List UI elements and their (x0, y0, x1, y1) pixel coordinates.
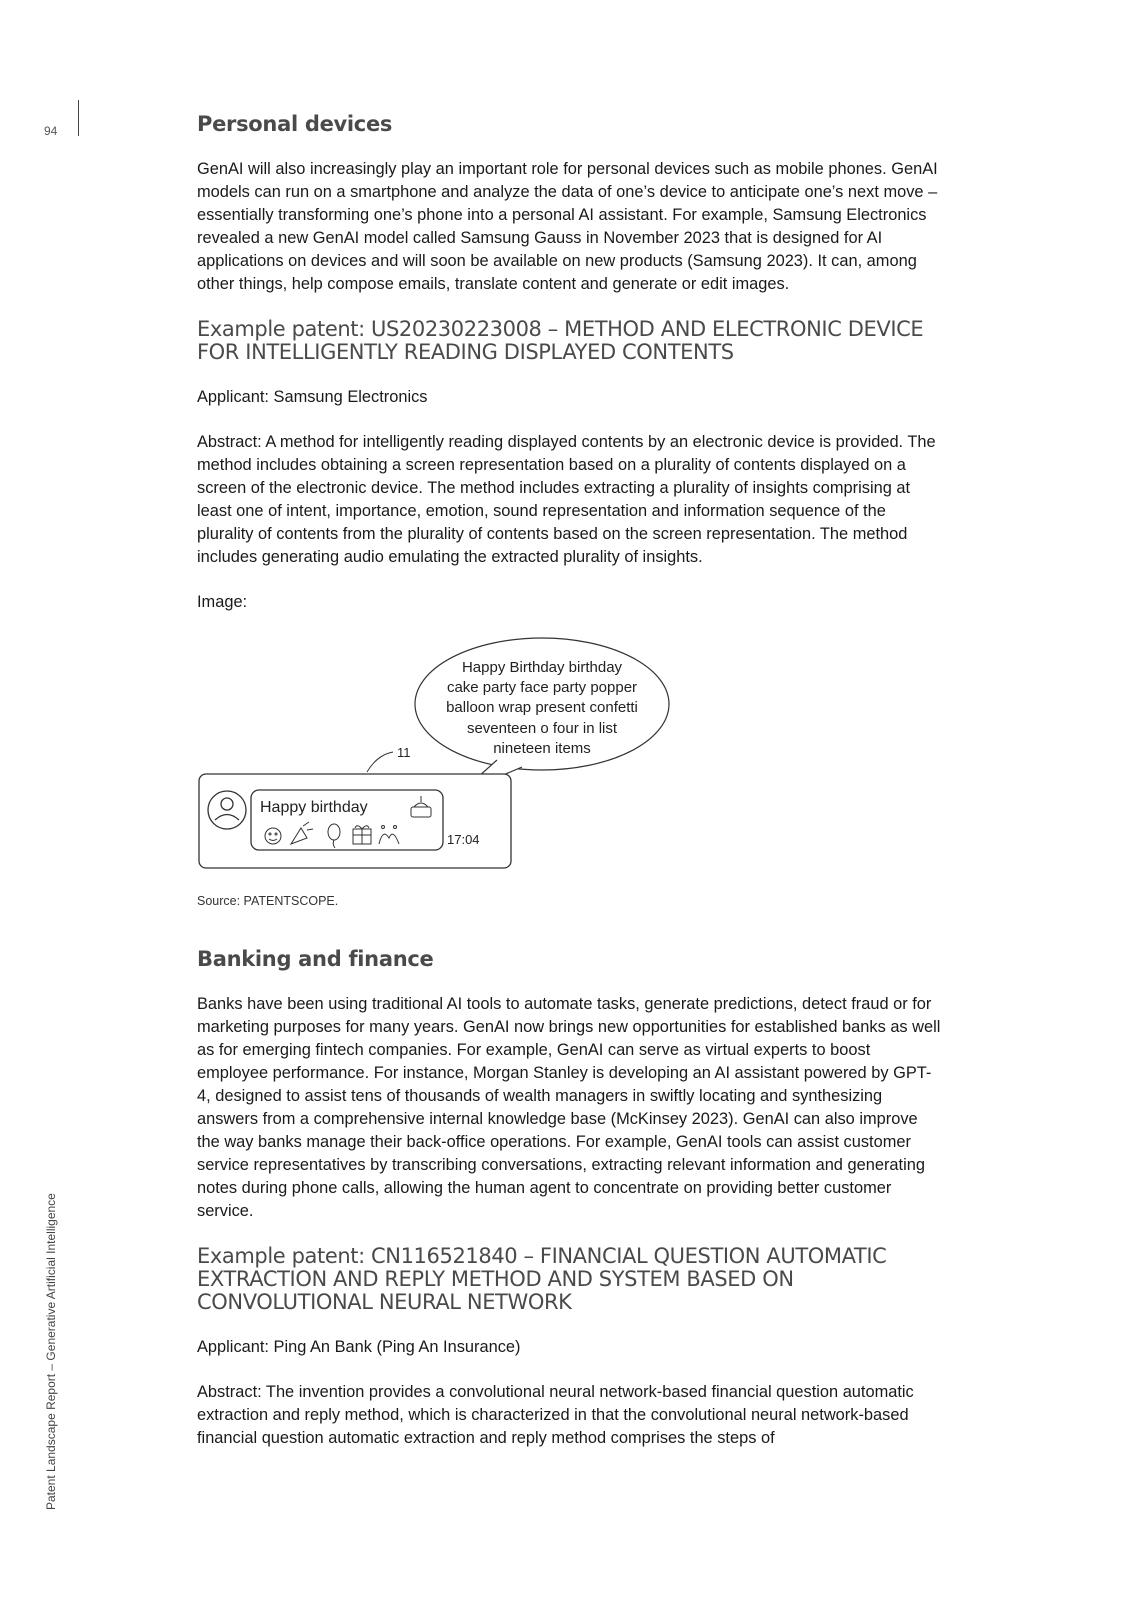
figure-source: Source: PATENTSCOPE. (197, 894, 339, 908)
section-heading-personal-devices: Personal devices (197, 112, 393, 136)
patent-applicant: Applicant: Samsung Electronics (197, 388, 428, 406)
page-number: 94 (44, 124, 58, 138)
section-heading-banking-finance: Banking and finance (197, 947, 434, 971)
page-content (197, 112, 942, 1472)
bubble-line-2: cake party face party popper (446, 679, 638, 696)
reference-number: 11 (397, 745, 411, 760)
image-label: Image: (197, 593, 248, 611)
margin-rule (78, 100, 79, 136)
patent-abstract-2: Abstract: The invention provides a convolutional neural network-based financial question automatic extraction and reply method, which is characterized in that the convolutional neural network-based financial question automatic extraction and reply method comprises the steps of (197, 1383, 914, 1447)
personal-devices-paragraph: GenAI will also increasingly play an important role for personal devices such as mobile phones. GenAI models can run on a smartphone and analyze the data of one’s device to anticipate one’s next move – essentially transforming one’s phone into a personal AI assistant. For example, Samsung Electronics revealed a new GenAI model called Samsung Gauss in November 2023 that is designed for AI applications on devices and will soon be available on new products (Samsung 2023). It can, among other things, help compose emails, translate content and generate or edit images. (197, 160, 938, 293)
patent-abstract: Abstract: A method for intelligently reading displayed contents by an electronic device is provided. The method includes obtaining a screen representation based on a plurality of contents displayed on a screen of the electronic device. The method includes extracting a plurality of insights comprising at least one of intent, importance, emotion, sound representation and information sequence of the plurality of contents from the plurality of contents based on the screen representation. The method includes generating audio emulating the extracted plurality of insights. (197, 433, 936, 566)
message-time: 17:04 (447, 832, 480, 847)
message-text: Happy birthday (260, 799, 368, 816)
reference-leader-line (367, 752, 393, 772)
example-patent-title: Example patent: US20230223008 – METHOD AND ELECTRONIC DEVICE FOR INTELLIGENTLY READING DISPLAYED CONTENTS (197, 317, 924, 364)
bubble-line-5: nineteen items (493, 740, 591, 757)
avatar-icon (208, 791, 246, 829)
banking-finance-paragraph: Banks have been using traditional AI tools to automate tasks, generate predictions, detect fraud or for marketing purposes for many years. GenAI now brings new opportunities for established banks as well as for emerging fintech companies. For example, GenAI can serve as virtual experts to boost employee performance. For instance, Morgan Stanley is developing an AI assistant powered by GPT-4, designed to assist tens of thousands of wealth managers in swiftly locating and synthesizing answers from a comprehensive internal knowledge base (McKinsey 2023). GenAI can also improve the way banks manage their back-office operations. For example, GenAI tools can assist customer service representatives by transcribing conversations, extracting relevant information and generating notes during phone calls, allowing the human agent to concentrate on providing better customer service. (197, 995, 941, 1220)
patent-applicant-2: Applicant: Ping An Bank (Ping An Insurance) (197, 1338, 521, 1356)
bubble-line-1: Happy Birthday birthday (461, 659, 623, 676)
running-footer-label: Patent Landscape Report – Generative Artificial Intelligence (44, 1193, 58, 1510)
bubble-line-3: balloon wrap present confetti (446, 699, 638, 716)
example-patent-title-2: Example patent: CN116521840 – FINANCIAL QUESTION AUTOMATIC EXTRACTION AND REPLY METHOD AND SYSTEM BASED ON CONVOLUTIONAL NEURAL NETWORK (197, 1244, 887, 1314)
patent-figure (197, 624, 942, 884)
bubble-line-4: seventeen o four in list (466, 720, 618, 737)
patent-drawing (197, 624, 942, 884)
